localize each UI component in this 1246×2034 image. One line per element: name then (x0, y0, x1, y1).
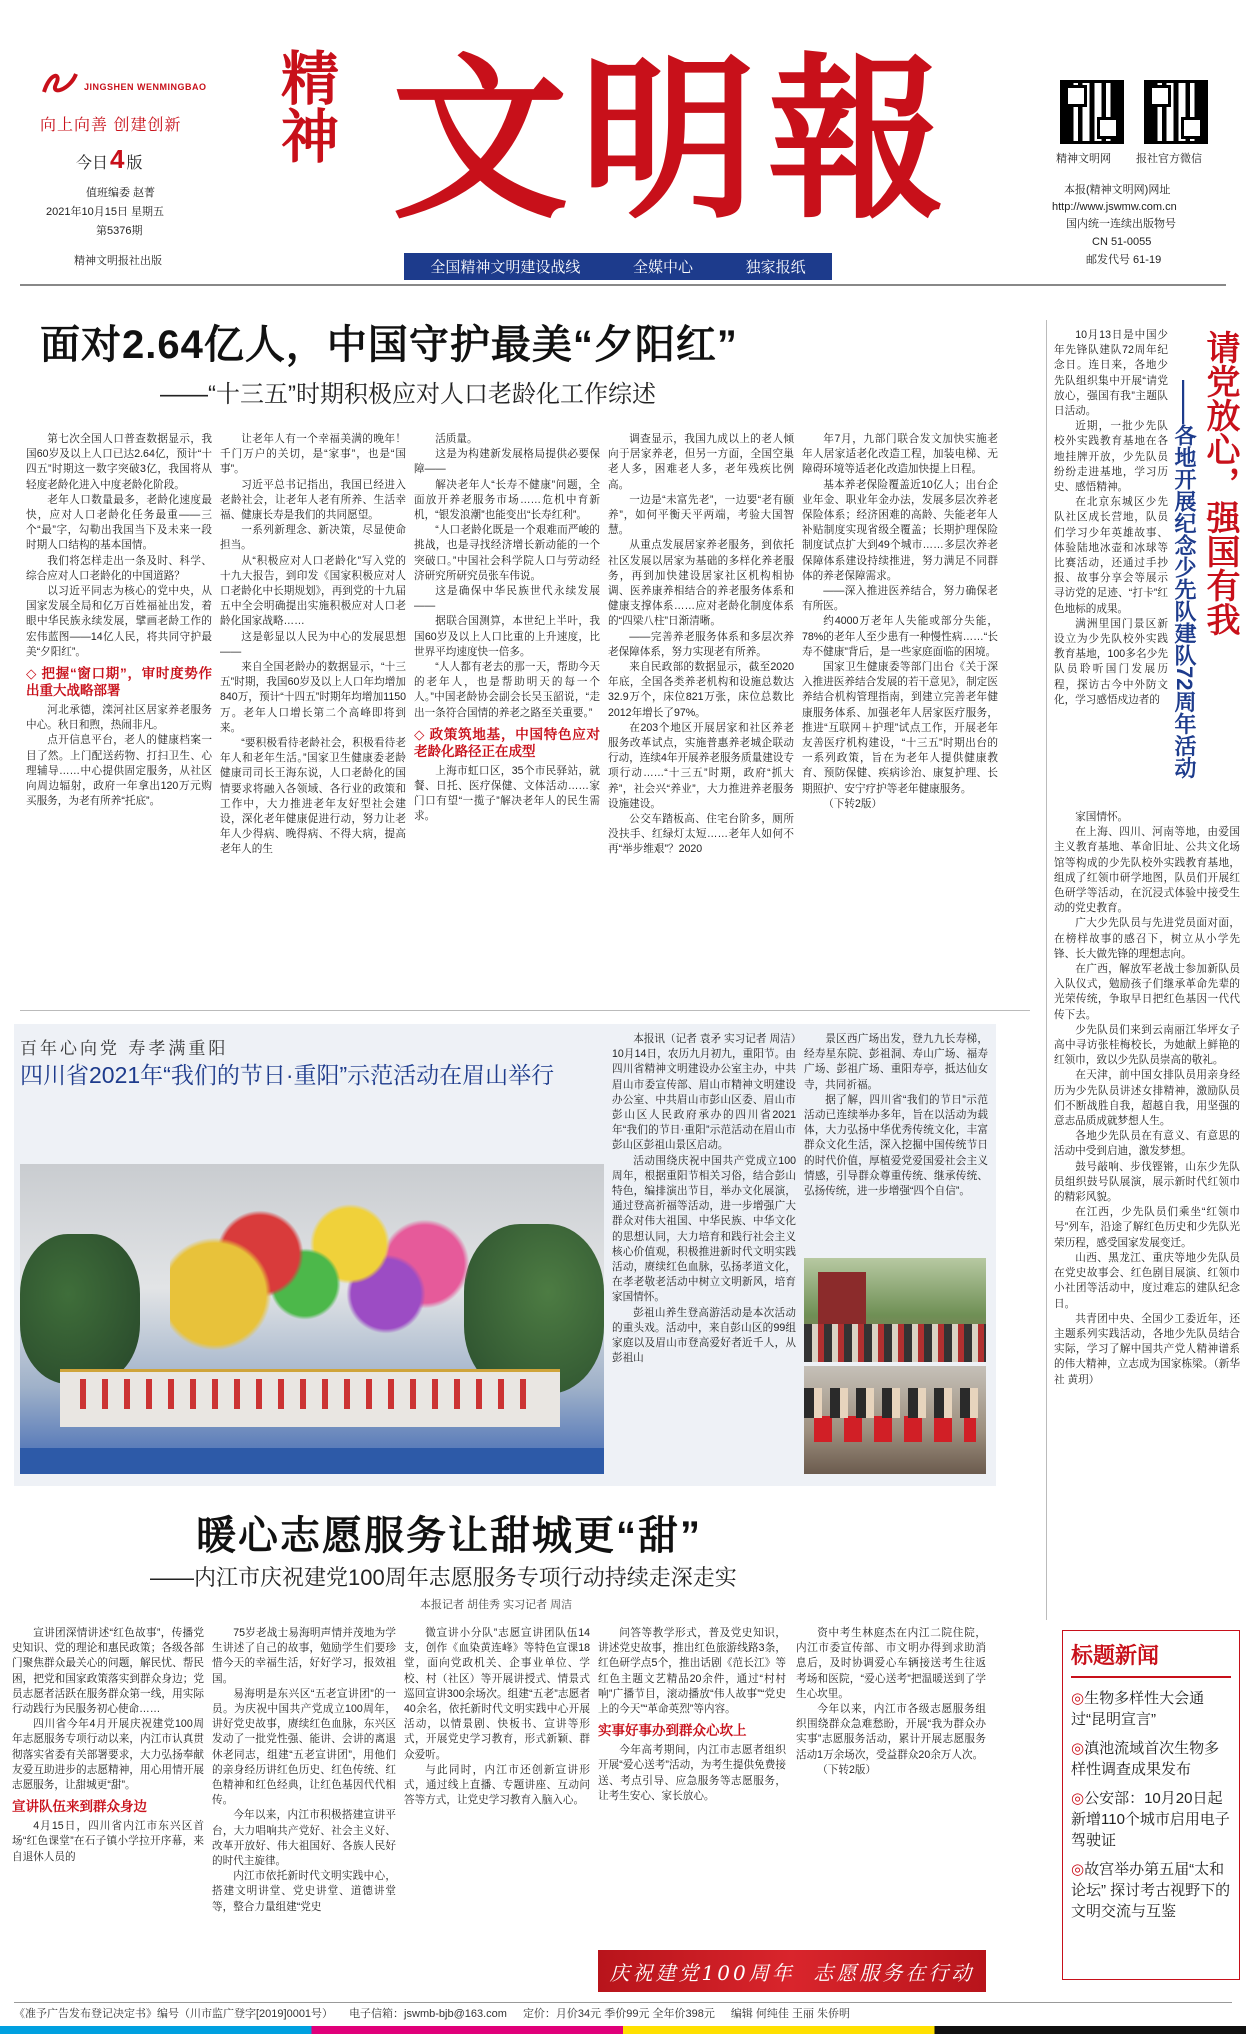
paragraph: 4月15日，四川省内江市东兴区首场“红色课堂”在石子镇小学拉开序幕，来自退休人员的 (12, 1820, 204, 1863)
paragraph: 各地少先队员在有意义、有意思的活动中受到启迪，激发梦想。 (1054, 1130, 1240, 1158)
paragraph: 75岁老战士易海明声情并茂地为学生讲述了自己的故事，勉励学生们要珍惜今天的幸福生活，好好学习，报效祖国。 (212, 1627, 396, 1685)
feature-small-photo-1 (804, 1258, 986, 1362)
nav-item: 全媒中心 (632, 259, 693, 276)
paragraph: 来自民政部的数据显示，截至2020年底，全国各类养老机构和设施总数达32.9万个，床位821万张，床位总数比2012年增长了97%。 (608, 661, 794, 719)
paragraph: 与此同时，内江市还创新宣讲形式，通过线上直播、专题讲座、互动问答等方式，让党史学习教育入脑入心。 (404, 1763, 590, 1807)
postal-code: 邮发代号 61-19 (1086, 254, 1162, 266)
masthead-nav-bar (404, 253, 832, 280)
today-pages (76, 144, 143, 175)
paragraph: 在上海、四川、河南等地，由爱国主义教育基地、革命旧址、公共文化场馆等构成的少先队校外实践教育基地，组成了红领巾研学地图，队员们开展红色研学等活动，在沉浸式体验中接受生动的党史教育。 (1054, 826, 1240, 915)
sidebar-text-bottom (1054, 810, 1240, 1620)
paragraph: 本报讯（记者 袁矛 实习记者 周洁）10月14日，农历九月初九，重阳节。由四川省精神文明建设办公室主办，中共眉山市委宣传部、眉山市精神文明建设办公室、中共眉山市彭山区委、眉山市彭山区人民政府承办的四川省2021年“我们的节日·重阳”示范活动在眉山市彭山区彭祖山景区启动。 (612, 1033, 796, 1152)
lead-column-3 (414, 432, 600, 998)
headlines-box-title: 标题新闻 (1071, 1639, 1231, 1678)
paragraph: 一边是“未富先老”，一边要“老有颐养”，如何平衡天平两端，考验大国智慧。 (608, 493, 794, 537)
paragraph: “人人都有老去的那一天，帮助今天的老年人，也是帮助明天的每一个人。”中国老龄协会副会长吴玉韶说，“走出一条符合国情的养老之路至关重要。” (414, 661, 600, 719)
paragraph: 这是确保中华民族世代永续发展—— (414, 585, 600, 613)
bullet-icon: ◎ (1071, 1690, 1085, 1707)
lead-headline: 面对2.64亿人，中国守护最美“夕阳红” (40, 323, 738, 367)
nav-item: 独家报纸 (745, 259, 806, 276)
photo-performers (80, 1379, 540, 1409)
volunteer-banner (598, 1950, 986, 1992)
paragraph: 景区西广场出发，登九九长寿梯，经寿星东院、彭祖洞、寿山广场、福寿广场、彭祖广场、重阳寿亭，抵达仙女寺，共同祈福。 (804, 1033, 988, 1091)
paragraph: 让老年人有一个幸福美满的晚年！千门万户的关切，是“家事”，也是“国事”。 (220, 433, 406, 476)
brand-english: JINGSHEN WENMINGBAO (84, 82, 207, 92)
lead-bottom-rule (20, 1010, 1030, 1011)
headline-news-item[interactable] (1071, 1738, 1231, 1780)
paragraph: ——深入推进医养结合，努力确保老有所医。 (802, 585, 998, 613)
qr-code-website[interactable] (1060, 80, 1124, 144)
paragraph: 四川省今年4月开展庆祝建党100周年志愿服务专项行动以来，内江市认真贯彻落实省委有关部署要求，大力弘扬奉献友爱互助进步的志愿精神，用心用情开展志愿服务，让甜城更“甜”。 (12, 1718, 204, 1792)
bullet-icon: ◎ (1071, 1861, 1085, 1878)
sidebar-title: 请党放心，强国有我 (1201, 330, 1239, 636)
second-byline: 本报记者 胡佳秀 实习记者 周洁 (420, 1599, 573, 1611)
paragraph: 内江市依托新时代文明实践中心，搭建文明讲堂、党史讲堂、道德讲堂等，整合力量组建“党史 (212, 1870, 396, 1913)
footer-bar (14, 2002, 1232, 2023)
paragraph: 在北京东城区少先队社区成长营地，队员们学习少年英雄故事、体验陆地冰壶和冰球等比赛活动，还通过手抄报、故事分享会等展示寻访党的足迹、“打卡”红色地标的成果。 (1054, 496, 1168, 615)
paragraph: 广大少先队员与先进党员面对面，在榜样故事的感召下，树立从小学先锋、长大做先锋的理想志向。 (1054, 917, 1240, 960)
paragraph: 以习近平同志为核心的党中央，从国家发展全局和亿万百姓福祉出发，着眼中华民族永续发展，擘画老龄工作的宏伟蓝图——14亿人民，将共同守护最美“夕阳红”。 (26, 585, 212, 658)
today-count: 4 (110, 144, 125, 174)
paragraph: 少先队员们来到云南丽江华坪女子高中寻访张桂梅校长，为她献上鲜艳的红领巾，致以少先队员崇高的敬礼。 (1054, 1023, 1240, 1067)
issue-number: 第5376期 (96, 225, 143, 237)
feature-column-b (804, 1032, 988, 1254)
paragraph: 从“积极应对人口老龄化”写入党的十九大报告，到印发《国家积极应对人口老龄化中长期规划》，再到党的十九届五中全会明确提出实施积极应对人口老龄化国家战略…… (220, 554, 406, 628)
paragraph: 年7月，九部门联合发文加快实施老年人居家适老化改造工程，加装电梯、无障碍环境等适老化改造加快提上日程。 (802, 433, 998, 476)
paragraph: 公交车踏板高、住宅台阶多，厕所没扶手、红绿灯太短……老年人如何不再“举步维艰”？2020 (608, 813, 794, 856)
paragraph: 山西、黑龙江、重庆等地少先队员在党史故事会、红色剧目展演、红领巾小社团等活动中，度过难忘的建队纪念日。 (1054, 1251, 1240, 1310)
feature-headline: 四川省2021年“我们的节日·重阳”示范活动在眉山举行 (20, 1062, 555, 1088)
paragraph: 上海市虹口区，35个市民驿站，就餐、日托、医疗保健、文体活动……家门口有望“一揽子”解决老年人的民生需求。 (414, 764, 600, 823)
headlines-box (1062, 1630, 1240, 1980)
paragraph: 满洲里国门景区新设立为少先队校外实践教育基地，100多名少先队员聆听国门发展历程，探访古今中外防文化，学习感悟戍边者的 (1054, 617, 1168, 706)
paragraph: 在广西，解放军老战士参加新队员入队仪式，勉励孩子们继承革命先辈的光荣传统，争取早日把红色基因一代代传下去。 (1054, 963, 1240, 1021)
section-subhead: ◇ 把握“窗口期”，审时度势作出重大战略部署 (26, 666, 212, 699)
today-prefix: 今日 (76, 155, 109, 172)
paragraph: 共青团中央、全国少工委近年，还主题系列实践活动，各地少先队员结合实际，学习了解中国共产党人精神谱系的伟大精神，立志成为国家栋梁。（新华社 黄玥） (1054, 1312, 1240, 1386)
photo-banner-strip (20, 1448, 604, 1474)
footer-email[interactable]: 电子信箱：jswmb-bjb@163.com (349, 2008, 507, 2020)
qr-label-wechat: 报社官方微信 (1136, 153, 1202, 165)
paragraph: 我们将怎样走出一条及时、科学、综合应对人口老龄化的中国道路？ (26, 554, 212, 582)
paragraph: 今年以来，内江市各级志愿服务组织围绕群众急难愁盼，开展“我为群众办实事”志愿服务活动，累计开展志愿服务活动1万余场次，受益群众20余万人次。 (796, 1703, 986, 1761)
paragraph: 易海明是东兴区“五老宣讲团”的一员。为庆祝中国共产党成立100周年，讲好党史故事，赓续红色血脉，东兴区发动了一批党性强、能讲、会讲的离退休老同志，组建“五老宣讲团”，用他们的亲身经历讲红色历史、红色传统、红色精神和红色经典，让红色基因代代相传。 (212, 1687, 396, 1807)
cn-number: CN 51-0055 (1092, 236, 1152, 248)
feature-main-photo (20, 1164, 604, 1474)
sidebar-text-top (1054, 328, 1168, 808)
footer-license: 《准予广告发布登记决定书》编号（川市监广登字[2019]0001号） (14, 2008, 334, 2020)
headlines-list (1071, 1688, 1231, 1922)
footer-price: 定价：月价34元 季价99元 全年价398元 (522, 2008, 715, 2020)
title-main: 文明報 (392, 36, 957, 243)
paragraph: 据联合国测算，本世纪上半叶，我国60岁及以上人口比重的上升速度，比世界平均速度快一倍多。 (414, 615, 600, 658)
paragraph: 这是彰显以人民为中心的发展思想—— (220, 630, 406, 658)
paragraph: “人口老龄化既是一个艰难而严峻的挑战，也是寻找经济增长新动能的一个突破口。”中国社会科学院人口与劳动经济研究所研究员张车伟说。 (414, 524, 600, 582)
photo-trees-left (20, 1234, 140, 1384)
title-small: 精神 (271, 48, 339, 164)
photo-red-cards (814, 1416, 976, 1442)
paragraph: 第七次全国人口普查数据显示，我国60岁及以上人口已达2.64亿，预计“十四五”时期这一数字突破3亿，我国将从轻度老龄化进入中度老龄化阶段。 (26, 433, 212, 491)
lead-column-4 (608, 432, 794, 998)
paragraph: 10月13日是中国少年先锋队建队72周年纪念日。连日来，各地少先队组织集中开展“请党放心，强国有我”主题队日活动。 (1054, 329, 1168, 418)
publisher: 精神文明报社出版 (74, 255, 162, 267)
paragraph: 今年高考期间，内江市志愿者组织开展“爱心送考”活动，为考生提供免费接送、考点引导、应急服务等志愿服务，让考生安心、家长放心。 (598, 1744, 786, 1802)
slogan: 向上向善 创建创新 (40, 117, 182, 134)
paragraph: 近期，一批少先队校外实践教育基地在各地挂牌开放，少先队员纷纷走进基地，学习历史、感悟精神。 (1054, 420, 1168, 494)
issue-date: 2021年10月15日 星期五 (46, 206, 164, 218)
nav-item: 全国精神文明建设战线 (430, 259, 581, 276)
paragraph: 从重点发展居家养老服务，到依托社区发展以居家为基础的多样化养老服务，再到加快建设居家社区机构相协调、医养康养相结合的养老服务体系和健康支撑体系……应对老龄化制度体系的“四梁八柱”日渐清晰。 (608, 539, 794, 628)
paragraph: （下转2版） (823, 797, 883, 810)
second-column-1 (12, 1626, 204, 1996)
paragraph: 微宣讲小分队”志愿宣讲团队伍14支，创作《血染黄连峰》等特色宣课18堂，面向党政机关、企事业单位、学校、村（社区）等开展讲授式、情景式巡回宣讲300余场次。组建“五老”志愿者40余名，依托新时代文明实践中心开展活动，以情景剧、快板书、宣讲等形式，开展党史学习教育，形式新颖、群众爱听。 (404, 1627, 590, 1761)
website-url[interactable]: http://www.jswmw.com.cn (1052, 201, 1177, 213)
paragraph: 调查显示，我国九成以上的老人倾向于居家养老，但另一方面，全国空巢老人多，困难老人多，老年残疾比例高。 (608, 433, 794, 491)
website-label: 本报(精神文明网)网址 (1064, 184, 1171, 196)
paragraph: 解决老年人“长寿不健康”问题，全面放开养老服务市场……危机中育新机，“银发浪潮”也能变出“长寿红利”。 (414, 478, 600, 522)
lead-column-5 (802, 432, 998, 998)
paragraph: 这是为构建新发展格局提供必要保障—— (414, 448, 600, 476)
second-column-5 (796, 1626, 986, 1944)
volunteer-banner-text: 庆祝建党100周年 志愿服务在行动 (609, 1960, 975, 1985)
paragraph: 点开信息平台，老人的健康档案一目了然。上门配送药物、打扫卫生、心理辅导……中心提供固定服务，从社区向周边辐射，政府一年拿出120万元购买服务，为老有所养“托底”。 (26, 734, 212, 808)
feature-kicker: 百年心向党 寿孝满重阳 (20, 1039, 229, 1059)
section-subhead: 实事好事办到群众心坎上 (598, 1723, 747, 1739)
paragraph: （下转2版） (817, 1763, 877, 1776)
section-subhead: 宣讲队伍来到群众身边 (12, 1799, 147, 1815)
paragraph: 家国情怀。 (1075, 811, 1129, 823)
qr-label-website: 精神文明网 (1056, 153, 1111, 165)
second-column-2 (212, 1626, 396, 1996)
photo-people (804, 1388, 986, 1418)
lead-subhead: ——“十三五”时期积极应对人口老龄化工作综述 (160, 381, 656, 408)
photo-crowd (804, 1324, 986, 1362)
paragraph: 河北承德，滦河社区居家养老服务中心。秋日和煦，热闹非凡。 (26, 704, 212, 732)
paragraph: 在203个地区开展居家和社区养老服务改革试点，实施普惠养老城企联动行动，连续4年开展养老服务质量建设专项行动……“十三五”时期，政府“抓大养”，社会兴“养业”，大力推进养老服务设施建设。 (608, 721, 794, 810)
photo-confetti (170, 1174, 470, 1374)
print-color-bar (0, 2026, 1246, 2034)
paragraph: 资中考生林庭杰在内江二院住院，内江市委宣传部、市文明办得到求助消息后，及时协调爱心车辆接送考生往返考场和医院，“爱心送考”把温暖送到了学生心坎里。 (796, 1627, 986, 1700)
paragraph: 活质量。 (435, 433, 478, 445)
lead-column-1 (26, 432, 212, 998)
paragraph: 问答等教学形式，普及党史知识，讲述党史故事，推出红色旅游线路3条，红色研学点5个，推出话剧《范长江》等红色主题文艺精品20余件，通过“村村响”广播节目，滚动播放“伟人故事”“党史上的今天”“革命英烈”等内容。 (598, 1627, 786, 1716)
second-subhead: ——内江市庆祝建党100周年志愿服务专项行动持续走深走实 (150, 1565, 737, 1590)
headline-news-text: 公安部：10月20日起新增110个城市启用电子驾驶证 (1071, 1790, 1230, 1849)
paragraph: 在江西，少先队员们乘坐“红领巾号”列车，沿途了解红色历史和少先队光荣历程，感受国家发展变迁。 (1054, 1206, 1240, 1249)
paragraph: 习近平总书记指出，我国已经进入老龄社会，让老年人老有所养、生活幸福、健康长寿是我们的共同愿望。 (220, 478, 406, 522)
masthead-rule (20, 284, 1226, 286)
feature-small-photo-2 (804, 1366, 986, 1474)
paragraph: 据了解，四川省“我们的节日”示范活动已连续举办多年，旨在以活动为载体，大力弘扬中华优秀传统文化，丰富群众文化生活，深入挖掘中国传统节日的时代价值，厚植爱党爱国爱社会主义情感，引导群众尊重传统、继承传统、弘扬传统，进一步增强“四个自信”。 (804, 1093, 988, 1198)
second-headline: 暖心志愿服务让甜城更“甜” (196, 1514, 702, 1558)
paragraph: 鼓号敲响、步伐铿锵，山东少先队员组织鼓号队展演，展示新时代红领巾的精彩风貌。 (1054, 1160, 1240, 1204)
second-column-4 (598, 1626, 786, 1944)
headline-news-item[interactable] (1071, 1788, 1231, 1851)
paragraph: 宣讲团深情讲述“红色故事”，传播党史知识、党的理论和惠民政策；各级各部门聚焦群众最关心的问题，解民忧、帮民困，把党和国家政策落实到群众身边；党员志愿者活跃在服务群众第一线，用实际行动践行为民服务初心使命…… (12, 1627, 204, 1716)
paragraph: 来自全国老龄办的数据显示，“十三五”时期，我国60岁及以上人口年均增加840万，预计“十四五”时期年均增加1150万。老年人口增长第二个高峰即将到来。 (220, 661, 406, 734)
sidebar-subtitle: ——各地开展纪念少先队建队72周年活动 (1172, 380, 1197, 779)
paragraph: 在天津，前中国女排队员用亲身经历为少先队员讲述女排精神，激励队员们不断战胜自我，超越自我，用坚强的意志品质成就梦想人生。 (1054, 1069, 1240, 1128)
qr-code-wechat[interactable] (1144, 80, 1208, 144)
bullet-icon: ◎ (1071, 1740, 1085, 1757)
paragraph: 活动围绕庆祝中国共产党成立100周年，根据重阳节相关习俗，结合彭山特色，编排演出节目，举办文化展演，通过登高祈福等活动，进一步增强广大群众对伟大祖国、中华民族、中华文化的思想认同，大力培育和践行社会主义核心价值观，积极推进新时代文明实践活动，赓续红色血脉，弘扬孝道文化，在孝老敬老活动中树立文明新风，培育家国情怀。 (612, 1154, 796, 1304)
feature-column-a (612, 1032, 796, 1478)
paragraph: 彭祖山养生登高游活动是本次活动的重头戏。活动中，来自彭山区的99组家庭以及眉山市登高爱好者近千人，从彭祖山 (612, 1306, 796, 1365)
paragraph: 老年人口数量最多，老龄化速度最快，应对人口老龄化任务最重——三个“最”字，勾勒出我国当下及未来一段时期人口结构的基本国情。 (26, 493, 212, 552)
headline-news-text: 滇池流域首次生物多样性调查成果发布 (1071, 1740, 1220, 1778)
paragraph: 今年以来，内江市积极搭建宣讲平台，大力唱响共产党好、社会主义好、改革开放好、伟大祖国好、各族人民好的时代主旋律。 (212, 1809, 396, 1868)
bullet-icon: ◎ (1071, 1790, 1085, 1807)
sidebar-divider (1046, 320, 1047, 1620)
headline-news-item[interactable] (1071, 1688, 1231, 1730)
serial-label: 国内统一连续出版物号 (1066, 218, 1176, 230)
today-suffix: 版 (126, 155, 143, 172)
footer-editors: 编辑 何纯佳 王丽 朱侨明 (730, 2008, 851, 2020)
paragraph: ——完善养老服务体系和多层次养老保障体系，努力实现老有所养。 (608, 630, 794, 658)
second-column-3 (404, 1626, 590, 1996)
duty-editor: 值班编委 赵菁 (86, 187, 156, 199)
paragraph: “要积极看待老龄社会，积极看待老年人和老年生活。”国家卫生健康委老龄健康司司长王海东说，人口老龄化的国情要求将融入各领域、各行业的政策和工作中，大力推进老年友好型社会建设，深化老年健康促进行动，努力让老年人少得病、晚得病、不得大病，提高老年人的生 (220, 737, 406, 856)
photo-gate (818, 1272, 866, 1332)
paragraph: 基本养老保险覆盖近10亿人；出台企业年金、职业年金办法，发展多层次养老保险体系；经济困难的高龄、失能老年人补贴制度实现省级全覆盖；长期护理保险制度试点扩大到49个城市……多层次养老保障体系建设持续推进，努力满足不同群体的养老保障需求。 (802, 478, 998, 582)
paragraph: 一系列新理念、新决策，尽显使命担当。 (220, 524, 406, 552)
lead-column-2 (220, 432, 406, 998)
paragraph: 约4000万老年人失能或部分失能，78%的老年人至少患有一种慢性病……“长寿不健康”背后，是一些家庭面临的困境。 (802, 615, 998, 658)
headline-news-text: 生物多样性大会通过“昆明宣言” (1071, 1690, 1205, 1728)
section-subhead: ◇ 政策筑地基，中国特色应对老龄化路径正在成型 (414, 726, 600, 759)
headline-news-text: 故宫举办第五届“太和论坛” 探讨考古视野下的文明交流与互鉴 (1071, 1861, 1231, 1920)
brand-logo (40, 70, 80, 96)
paragraph: 国家卫生健康委等部门出台《关于深入推进医养结合发展的若干意见》，制定医养结合机构管理指南，到建立完善老年健康服务体系、加强老年人居家医疗服务，推进“互联网＋护理”试点工作，开展老年友善医疗机构建设，“十三五”时期出台的一系列政策，旨在为老年人提供健康教育、预防保健、疾病诊治、康复护理、长期照护、安宁疗护等老年健康服务。 (802, 661, 998, 795)
headline-news-item[interactable] (1071, 1859, 1231, 1922)
